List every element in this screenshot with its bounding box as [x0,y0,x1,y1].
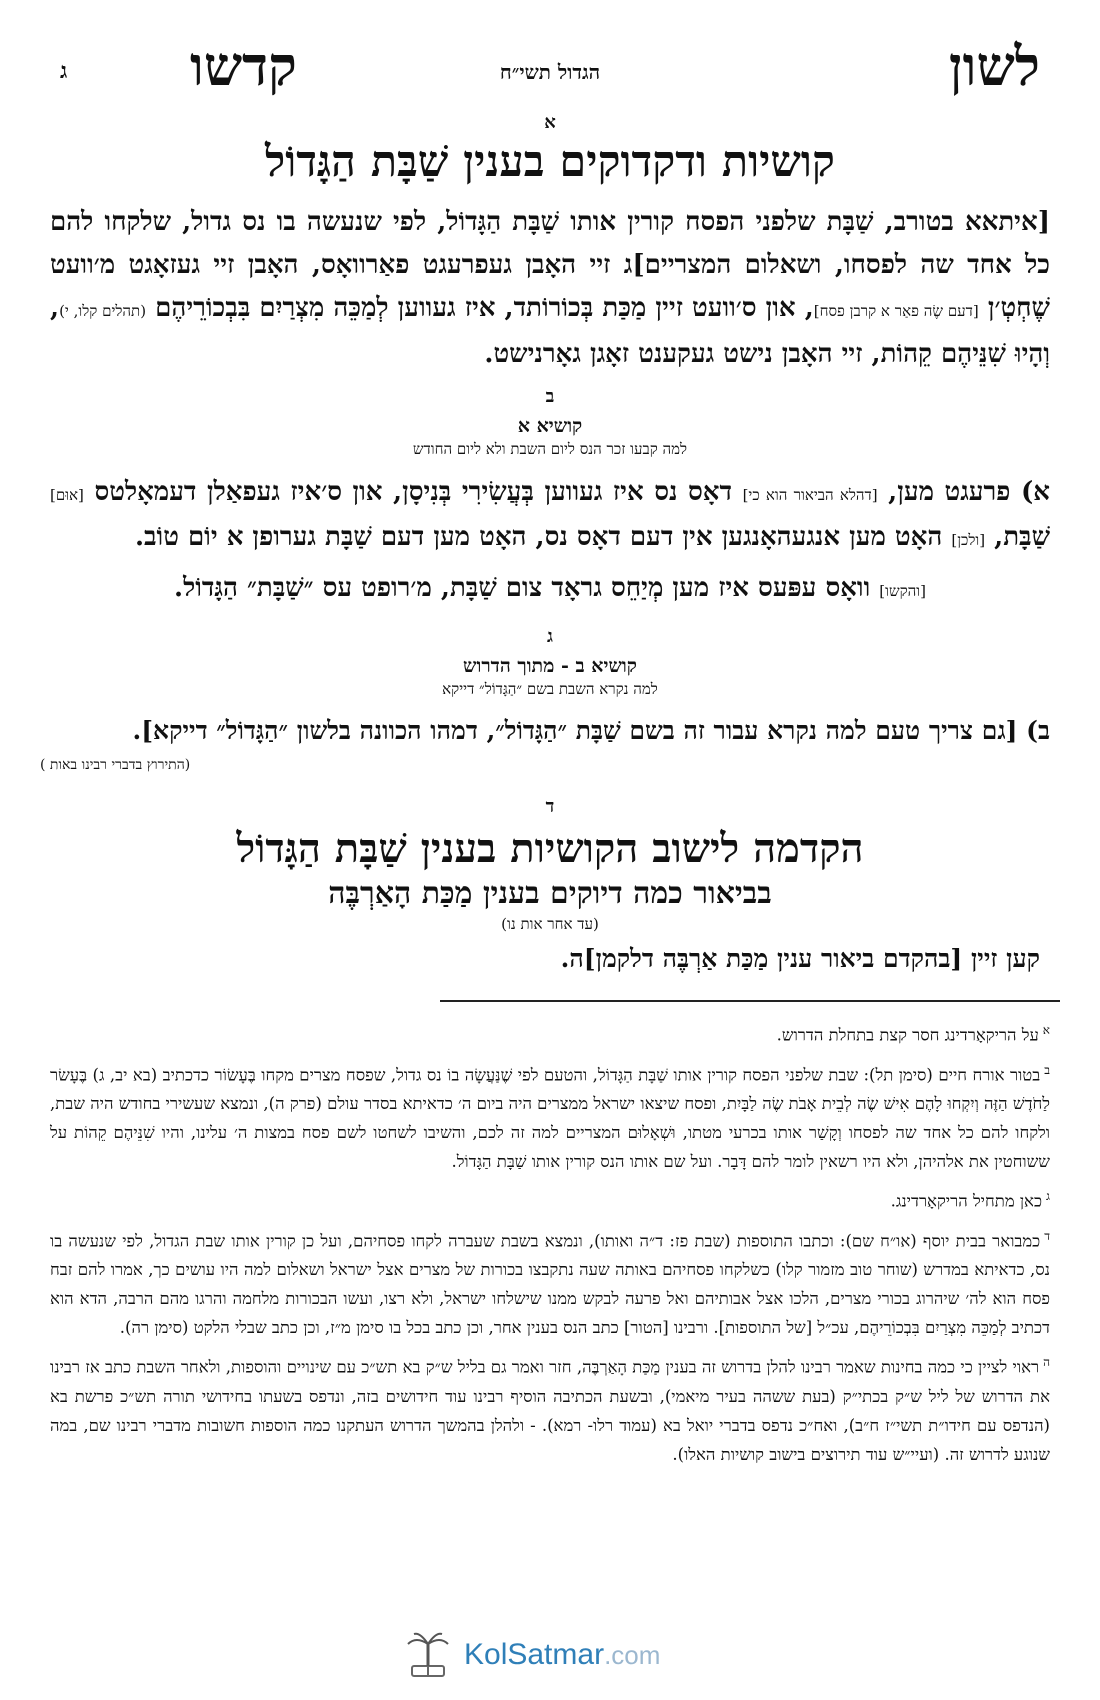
section-a-text-3: , וְהָיוּ שִׁנֵּיהֶם קֵהוֹת, זיי האָבן נישט געקענט זאָגן גאָרנישט. [50,293,1050,369]
footnote-mark: ב [1044,1062,1050,1077]
question-2-text: ב) [גם צריך טעם למה נקרא עבור זה בשם שַׁבָּת ״הַגָּדוֹל״, דמהו הכוונה בלשון ״הַגָּדוֹל״ דייקא]. [132,716,1050,745]
footnotes [50,1016,1050,1469]
section-subtitle-d: בביאור כמה דיוקים בענין מַכַּת הָאַרְבֶּה [328,876,772,911]
section-a-citation: (תהלים קלו, י) [59,302,147,320]
section-a-paragraph [50,201,1050,376]
section-a-text: [איתאא בטורב, שַׁבָּת שלפני הפסח קורין אותו שַׁבָּת הַגָּדוֹל, לפי שנעשה בו נס גדול, שלקחו להם כל אחד שה לפסחו, ושאלום המצריים]ג זיי האָבן געפרעגט פאַרוואָס, האָבן זיי געזאָגט מ׳וועט שֶׁחְטְ׳ן [50,207,1050,323]
question-1-text-2: שַׁבָּת, [994,522,1050,552]
question-2-heading: קושיא ב - מתוך הדרוש [463,655,637,677]
footnote-divider [440,1000,1060,1002]
page-number: ג [60,58,68,84]
question-2-subheading: למה נקרא השבת בשם ״הַגָּדוֹל״ דייקא [442,680,658,698]
question-1-text-3: האָט מען אנגעהאָנגען אין דעם דאָס נס, האָט מען דעם שַׁבָּת גערופן א יוֹם טוֹב. [134,522,943,552]
footnote-text: בטור אורח חיים (סימן תל): שבת שלפני הפסח קורין אותו שַׁבָּת הַגָּדוֹל, והטעם לפי שֶׁנַּעֲשָׂה בוֹ נס גדול, שפסח מצרים מקחו בֶּעָשׂוֹר כדכתיב (בא יב, ג) בֶּעָשׂר לַחֹדֶשׁ הַזֶּה וְיִקְחוּ לָהֶם אִישׁ שֶׂה לְבֵית אָבֹת שֶׂה לַבָּיִת, ופסח שיצאו ישראל ממצרים היה ביום ה׳ כדאיתא בסדר עולם (פרק ה), ונמצא שעשירי בחודש היה שבת, ולקחו להם כל אחד שה לפסחו וְקָשַׁר אותו בכרעי מטתו, וּשְׁאָלוּם המצריים למה זה לכם, והשיבו לשחטו לשם פסח במצות ה׳ עלינו, והיו שִׁנֵּיהֶם קֵהוֹת על ששוחטין את אלהיהן, ולא היו רשאין לומר להם דָּבָר. ועל שם אותו הנס קורין אותו שַׁבָּת הַגָּדוֹל. [50,1065,1050,1171]
footnote-item [50,1182,1050,1216]
footnote-text: כאן מתחיל הריקאָרדינג. [890,1191,1043,1211]
footnote-text: על הריקאָרדינג חסר קצת בתחלת הדרוש. [776,1025,1039,1045]
inline-note: [ולכן] [951,531,986,549]
section-marker-d: ד [545,796,555,817]
section-d-intro: קען זיין [בהקדם ביאור ענין מַכַּת אַרְבֶּה דלקמן]ה. [560,944,1040,973]
section-title-d: הקדמה לישוב הקושיות בענין שַׁבָּת הַגָּדוֹל [236,825,864,872]
watermark-brand: KolSatmar [464,1638,605,1671]
footnote-mark: ג [1046,1189,1050,1203]
question-1-heading: קושיא א [517,415,583,437]
watermark-domain: .com [604,1640,661,1670]
kolsatmar-watermark [400,1628,660,1684]
question-1-paragraph [50,471,1050,561]
inline-note: [דהלא הביאור הוא כי] [742,486,878,504]
footnote-text: כמבואר בבית יוסף (או״ח שם): וכתבו התוספות (שבת פז: ד״ה ואותו), ונמצא בשבת שעברה לקחו פסחיהם, ועל כן קורין אותו שבת הגדול, לפי שנעשה בו נס, כדאיתא במדרש (שוחר טוב מזמור קלו) כשלקחו פסחיהם באותה שעה נתקבצו בכורות של מצרים אצל ישראל ושאלום למה היו עושים כך, אמרו להם זבח פסח הוא לה׳ שיהרוג בכורי מצרים, הלכו אצל אבותיהם ואל פרעה לבקש ממנו שישלחו ישראל, ולא רצו, ועשו הבכורות מלחמה והרגו מהם הרבה, הדא הוא דכתיב לְמַכֵּה מִצְרַיִם בִּבְכוֹרֵיהֶם, עכ״ל [של התוספות]. ורבינו [הטור] כתב הנס בענין אחר, וכן כתב בכל בו סימן מ״ז, וכן כתב שבלי הלקט (סימן רה). [50,1231,1050,1337]
answer-note-text: (התירוץ בדברי רבינו באות ) [40,757,191,773]
section-marker-a: א [544,112,556,133]
section-a-inline-note: [דעם שֶׂה פאַר א קרבן פסח] [813,302,979,320]
section-range: (עד אחר אות נו) [501,915,599,933]
header-left-title: קדשו [190,34,297,98]
document-page [40,30,1060,1475]
running-header [40,30,1060,110]
palm-tree-book-icon [400,1628,456,1684]
question-1-lead: א) פרעגט מען, [888,477,1050,507]
footnote-item [50,1016,1050,1050]
question-1-followup [50,567,1050,612]
question-1-subheading: למה קבעו זכר הנס ליום השבת ולא ליום החודש [412,440,688,458]
footnote-item [50,1222,1050,1343]
section-marker-c: ג [547,626,553,647]
question-1-followup-text: וואָס עפּעס איז מען מְיַחֵס גראָד צום שַׁבָּת, מ׳רופט עס ״שַׁבָּת״ הַגָּדוֹל. [174,573,871,603]
inline-note: [אוּם] [50,486,84,504]
section-a-text-2: , און ס׳וועט זיין מַכַּת בְּכוֹרוֹתד, איז געווען לְמַכֵּה מִצְרַיִם בִּבְכוֹרֵיהֶם [155,293,814,323]
question-1-text: דאָס נס איז געווען בְּעֲשִׂירִי בְּנִיסָן, און ס׳איז געפאַלן דעמאָלטס [94,477,733,507]
header-center-title: הגדול תשי״ח [499,60,601,84]
footnote-mark: ה [1043,1355,1050,1369]
footnote-item [50,1348,1050,1469]
header-right-title: לשון [948,34,1040,98]
inline-note: [והקשו] [879,582,926,600]
watermark-text [464,1638,660,1672]
footnote-mark: ד [1044,1228,1050,1243]
footnote-item [50,1056,1050,1177]
section-marker-b: ב [545,386,555,407]
footnote-mark: א [1042,1023,1050,1037]
section-title-a: קושיות ודקדוקים בענין שַׁבָּת הַגָּדוֹל [265,137,835,187]
footnote-text: ראוי לציין כי כמה בחינות שאמר רבינו להלן בדרוש זה בענין מַכַּת הָאַרְבֶּה, חזר ואמר גם בליל ש״ק בא תש״כ עם שינויים והוספות, ולאחר השבת כתב אז רבינו את הדרוש של ליל ש״ק בכתי״ק (בעת ששהה בעיר מיאמי), ובשעת הכתיבה הוסיף רבינו עוד חידושים בזה, ונדפס בשעתו בחידושי תורה תש״כ פרשת בא (הנדפס עם חידו״ת תשי״ז ח״ב), ואח״כ נדפס בדברי יואל בא (עמוד רלו- רמא). - ולהלן בהמשך הדרוש העתקנו כמה הוספות חשובות מדברי רבינו שם, במה שנוגע לדרוש זה. (ועיי״ש עוד תירוצים בישוב קושיות האלו). [50,1357,1050,1464]
answer-note [40,757,1020,774]
